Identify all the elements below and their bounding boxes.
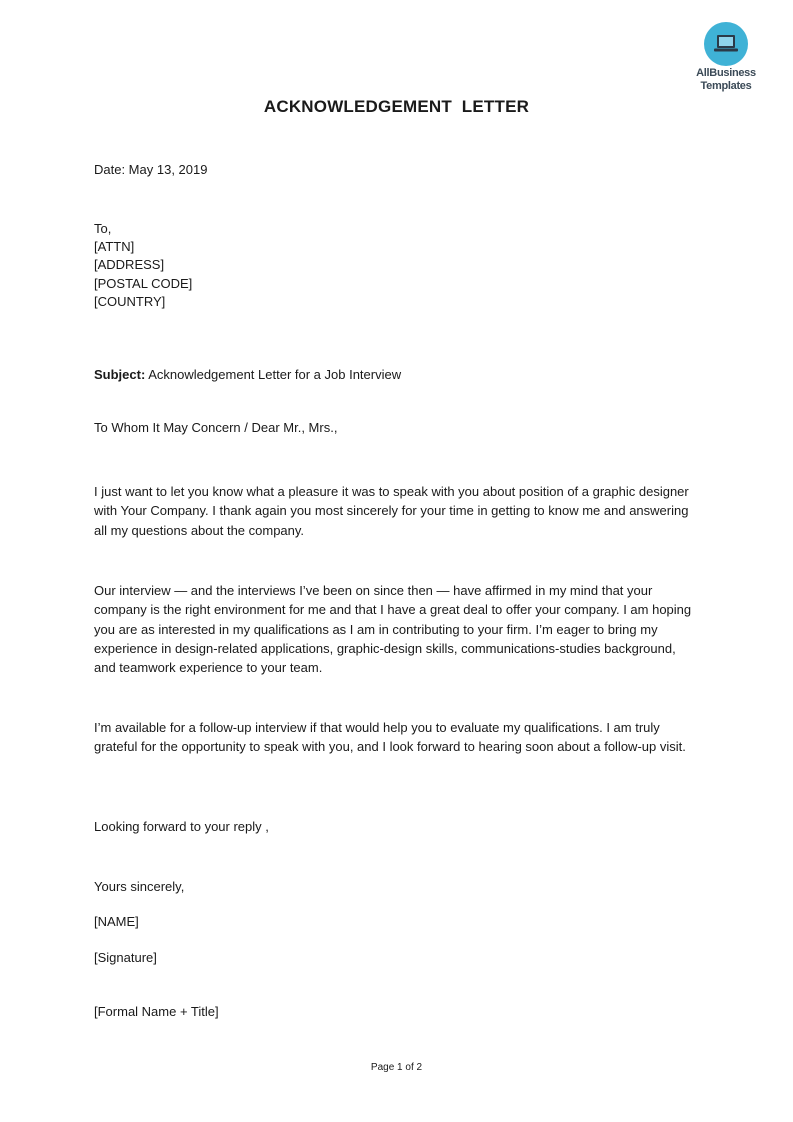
subject-line xyxy=(94,365,694,384)
body-paragraph-3: I’m available for a follow-up interview if that would help you to evaluate my qualifications. I am truly grateful for the opportunity to speak with you, and I look forward to hearing soon about a follow-up visit. xyxy=(94,720,686,755)
laptop-icon xyxy=(704,22,748,66)
address-line: To, xyxy=(94,221,112,236)
letter-title: ACKNOWLEDGEMENT LETTER xyxy=(263,97,530,116)
address-line: [ATTN] xyxy=(94,239,135,255)
address-line: [COUNTRY] xyxy=(94,293,166,309)
allbusiness-templates-logo xyxy=(686,22,766,94)
closing: Yours sincerely, xyxy=(94,879,185,894)
body-paragraph-2: Our interview — and the interviews I’ve been on since then — have affirmed in my mind that your company is the right environment for me and that I have a great deal to offer your company. I am hoping you are as interested in my qualifications as I am in contributing to your firm. I’m eager to bring my experience in design-related applications, graphic-design skills, communications-studies background, and teamwork experience to your team. xyxy=(94,583,692,676)
address-line: [POSTAL CODE] xyxy=(94,275,193,291)
closing-line: Looking forward to your reply , xyxy=(94,819,269,834)
letter-date: Date: May 13, 2019 xyxy=(94,162,208,177)
sender-name: [NAME] xyxy=(94,914,139,929)
salutation: To Whom It May Concern / Dear Mr., Mrs., xyxy=(94,420,338,435)
page-number: Page 1 of 2 xyxy=(370,1062,423,1073)
logo-text-line2: Templates xyxy=(700,80,752,92)
recipient-address xyxy=(94,220,694,311)
signature: [Signature] xyxy=(94,950,157,965)
address-line: [ADDRESS] xyxy=(94,257,165,273)
body-paragraph-1: I just want to let you know what a pleasure it was to speak with you about position of a graphic designer with Your Company. I thank again you most sincerely for your time in getting to know me and answering all my questions about the company. xyxy=(94,484,689,538)
subject-text: Acknowledgement Letter for a Job Interview xyxy=(145,367,402,382)
formal-name-title: [Formal Name + Title] xyxy=(94,1004,219,1019)
logo-text-line1: AllBusiness xyxy=(696,67,756,79)
subject-label: Subject: xyxy=(94,367,146,382)
